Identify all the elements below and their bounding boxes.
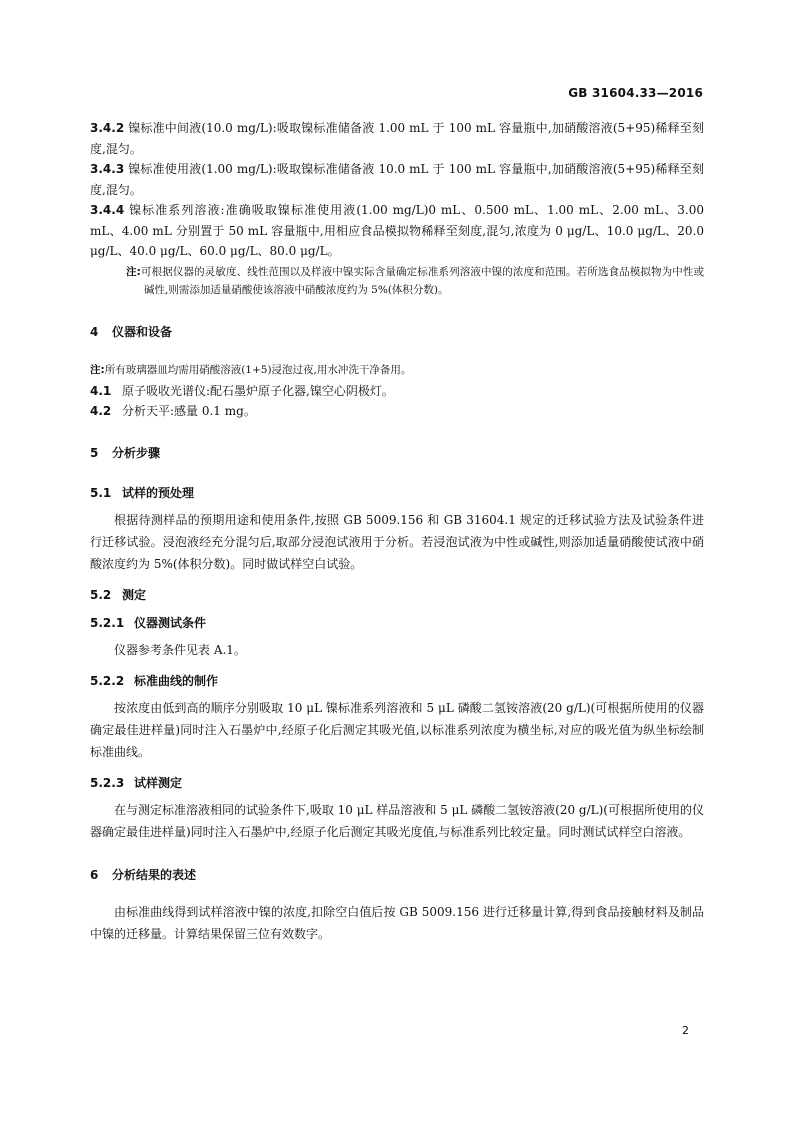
subsection-5-1-heading <box>90 484 704 501</box>
clause-text: 镍标准系列溶液:准确吸取镍标准使用液(1.00 mg/L)0 mL、0.500 mL、1.00 mL、2.00 mL、3.00 mL、4.00 mL 分别置于 50 mL 容量瓶中,用相应食品模拟物稀释至刻度,混匀,浓度为 0 μg/L、10.0 μg/L、20.0 μg/L、40.0 μg/L、60.0 μg/L、80.0 μg/L。 <box>90 203 704 258</box>
section-4-heading <box>90 323 704 340</box>
subsection-5-1-text: 根据待测样品的预期用途和使用条件,按照 GB 5009.156 和 GB 31604.1 规定的迁移试验方法及试验条件进行迁移试验。浸泡液经充分混匀后,取部分浸泡试液用于分析。若浸泡试液为中性或碱性,则添加适量硝酸使试液中硝酸浓度约为 5%(体积分数)。同时做试样空白试验。 <box>90 513 704 571</box>
item-4-1 <box>90 381 704 401</box>
clause-number: 3.4.4 <box>90 203 125 217</box>
section-title: 分析结果的表述 <box>112 868 197 882</box>
subsection-5-2-heading <box>90 586 704 603</box>
note-section-4 <box>90 361 704 380</box>
section-title: 仪器和设备 <box>112 324 173 339</box>
item-text: 分析天平:感量 0.1 mg。 <box>122 404 256 418</box>
note-label: 注: <box>126 265 141 278</box>
subsection-number: 5.2.3 <box>90 776 125 790</box>
subsection-5-2-2-text: 按浓度由低到高的顺序分别吸取 10 μL 镍标准系列溶液和 5 μL 磷酸二氢铵溶液(20 g/L)(可根据所使用的仪器确定最佳进样量)同时注入石墨炉中,经原子化后测定其吸光值,以标准系列浓度为横坐标,对应的吸光值为纵坐标绘制标准曲线。 <box>90 701 704 759</box>
section-6-text: 由标准曲线得到试样溶液中镍的浓度,扣除空白值后按 GB 5009.156 进行迁移量计算,得到食品接触材料及制品中镍的迁移量。计算结果保留三位有效数字。 <box>90 905 704 941</box>
section-number: 4 <box>90 324 99 339</box>
subsection-number: 5.2 <box>90 588 112 602</box>
subsection-title: 仪器测试条件 <box>134 616 207 630</box>
subsection-5-2-3-heading <box>90 774 704 791</box>
note-text: 所有玻璃器皿均需用硝酸溶液(1+5)浸泡过夜,用水冲洗干净备用。 <box>104 363 412 376</box>
section-title: 分析步骤 <box>112 446 161 460</box>
subsection-5-2-1-text: 仪器参考条件见表 A.1。 <box>114 643 246 657</box>
clause-3-4-4 <box>90 200 704 262</box>
page-number: 2 <box>682 1024 689 1037</box>
item-4-2 <box>90 401 704 421</box>
subsection-5-2-3-text: 在与测定标准溶液相同的试验条件下,吸取 10 μL 样品溶液和 5 μL 磷酸二氢铵溶液(20 g/L)(可根据所使用的仪器确定最佳进样量)同时注入石墨炉中,经原子化后测定其吸光度值,与标准系列比较定量。同时测试试样空白溶液。 <box>90 803 704 839</box>
note-text: 可根据仪器的灵敏度、线性范围以及样液中镍实际含量确定标准系列溶液中镍的浓度和范围。若所选食品模拟物为中性或碱性,则需添加适量硝酸使该溶液中硝酸浓度约为 5%(体积分数)。 <box>140 265 704 296</box>
clause-number: 3.4.3 <box>90 162 125 176</box>
subsection-title: 标准曲线的制作 <box>134 674 219 688</box>
document-body <box>90 118 704 945</box>
clause-text: 镍标准中间液(10.0 mg/L):吸取镍标准储备液 1.00 mL 于 100 mL 容量瓶中,加硝酸溶液(5+95)稀释至刻度,混匀。 <box>90 121 704 156</box>
section-5-heading <box>90 444 704 461</box>
clause-number: 3.4.2 <box>90 121 125 135</box>
note-label: 注: <box>90 363 105 376</box>
subsection-number: 5.2.2 <box>90 674 125 688</box>
section-number: 6 <box>90 868 99 882</box>
clause-3-4-3 <box>90 159 704 200</box>
item-number: 4.2 <box>90 404 112 418</box>
clause-3-4-2 <box>90 118 704 159</box>
subsection-5-2-1-heading <box>90 614 704 631</box>
section-6-heading <box>90 866 704 883</box>
note-3-4-4 <box>90 263 704 300</box>
clause-text: 镍标准使用液(1.00 mg/L):吸取镍标准储备液 10.0 mL 于 100 mL 容量瓶中,加硝酸溶液(5+95)稀释至刻度,混匀。 <box>90 162 704 197</box>
subsection-5-2-2-heading <box>90 672 704 689</box>
section-number: 5 <box>90 446 99 460</box>
item-text: 原子吸收光谱仪:配石墨炉原子化器,镍空心阴极灯。 <box>122 384 394 398</box>
subsection-number: 5.1 <box>90 486 112 500</box>
subsection-title: 测定 <box>122 588 147 602</box>
subsection-title: 试样测定 <box>134 776 183 790</box>
subsection-number: 5.2.1 <box>90 616 125 630</box>
subsection-title: 试样的预处理 <box>122 486 195 500</box>
item-number: 4.1 <box>90 384 112 398</box>
standard-code-header: GB 31604.33—2016 <box>568 86 703 100</box>
